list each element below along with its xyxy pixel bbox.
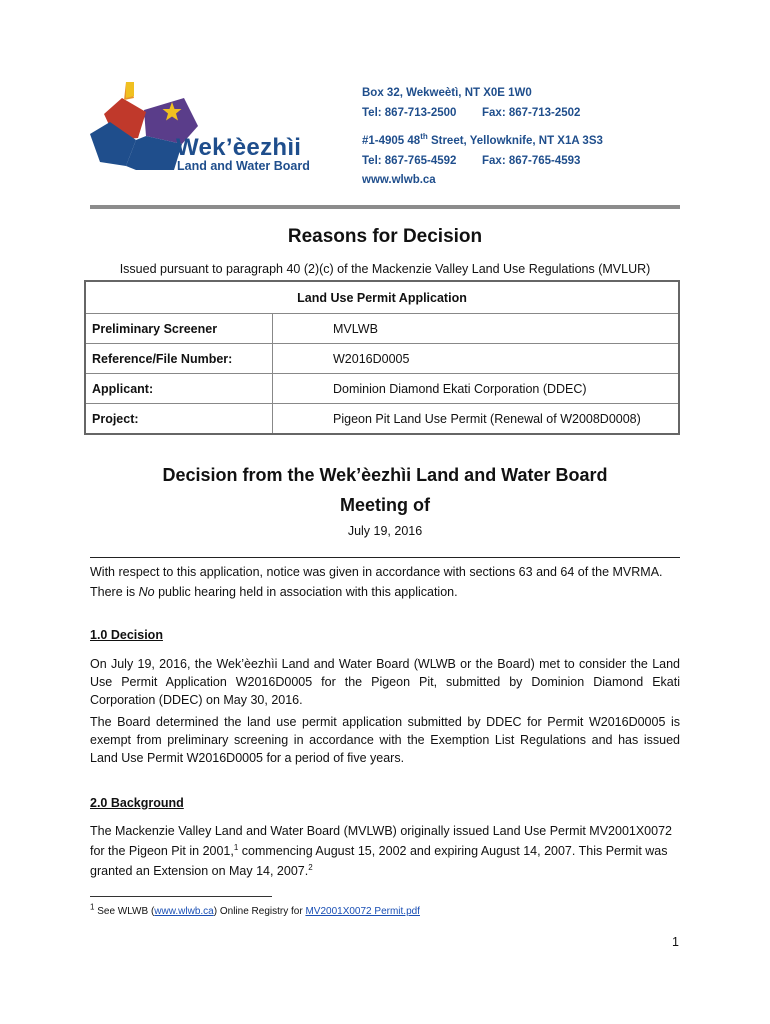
address-wekweeti: Box 32, Wekweètì, NT X0E 1W0 [362, 87, 532, 99]
website-link[interactable]: www.wlwb.ca [362, 174, 436, 186]
wlwb-link[interactable]: www.wlwb.ca [154, 906, 214, 917]
table-row [85, 404, 679, 435]
address-yellowknife: #1-4905 48th Street, Yellowknife, NT X1A 3S3 [362, 132, 603, 147]
table-row [85, 374, 679, 404]
decision-paragraph-1: On July 19, 2016, the Wek’èezhìi Land and Water Board (WLWB or the Board) met to consider the Land Use Permit Application W2016D0005 for the Pigeon Pit, submitted by Dominion Diamond Ekati Corporation (DDEC) on May 30, 2016. [90, 657, 680, 707]
row-value: Pigeon Pit Land Use Permit (Renewal of W2008D0008) [273, 404, 680, 435]
table-heading: Land Use Permit Application [85, 281, 679, 314]
phone-row-2 [362, 152, 603, 172]
document-title: Reasons for Decision [287, 226, 483, 247]
logo-subtitle: Land and Water Board [177, 159, 310, 173]
row-label: Preliminary Screener [85, 314, 273, 344]
section-divider [90, 557, 680, 558]
table-row [85, 344, 679, 374]
row-label: Applicant: [85, 374, 273, 404]
row-label: Reference/File Number: [85, 344, 273, 374]
fax-2: Fax: 867-765-4593 [482, 154, 581, 167]
logo-yellow-shape [126, 82, 134, 98]
row-value: Dominion Diamond Ekati Corporation (DDEC) [273, 374, 680, 404]
footnote-ref-1[interactable]: 1 [233, 842, 239, 852]
row-value: MVLWB [273, 314, 680, 344]
permit-pdf-link[interactable]: MV2001X0072 Permit.pdf [305, 906, 420, 917]
application-info-table [84, 280, 680, 435]
logo-name: Wek’èezhìi [176, 134, 302, 161]
letterhead-divider [90, 205, 680, 209]
document-subtitle: Issued pursuant to paragraph 40 (2)(c) of the Mackenzie Valley Land Use Regulations (MVLUR) [119, 262, 651, 276]
footnote-rule [90, 896, 272, 897]
row-label: Project: [85, 404, 273, 435]
page-number: 1 [672, 935, 679, 949]
decision-heading: Decision from the Wek’èezhìi Land and Water Board [162, 465, 608, 485]
row-value: W2016D0005 [273, 344, 680, 374]
footnote: $^1$ See WLWB (www.wlwb.ca) Online Registry for MV2001X0072 Permit.pdf [90, 902, 420, 917]
footnote-ref-2[interactable]: 2 [308, 862, 313, 872]
table-header-row [85, 281, 679, 314]
tel-1: Tel: 867-713-2500 [362, 106, 457, 119]
section-1-heading: 1.0 Decision [90, 628, 163, 642]
phone-row-1 [362, 104, 603, 124]
background-paragraph: The Mackenzie Valley Land and Water Board (MVLWB) originally issued Land Use Permit MV2001X0072 for the Pigeon Pit in 2001,$^1$ commencing August 15, 2002 and expiring August 14, 2007. This Permit was granted an Extension on May 14, 2007.$^2$ [90, 824, 672, 878]
table-row [85, 314, 679, 344]
meeting-date: July 19, 2016 [347, 524, 423, 538]
decision-paragraph-2: The Board determined the land use permit application submitted by DDEC for Permit W2016D0005 is exempt from preliminary screening in accordance with the Exemption List Regulations and has issued Land Use Permit W2016D0005 for a period of five years. [90, 715, 680, 765]
fax-1: Fax: 867-713-2502 [482, 106, 581, 119]
tel-2: Tel: 867-765-4592 [362, 154, 457, 167]
meeting-heading: Meeting of [340, 495, 430, 515]
section-2-heading: 2.0 Background [90, 796, 184, 810]
notice-paragraph: With respect to this application, notice was given in accordance with sections 63 and 64 of the MVRMA. There is No public hearing held in association with this application. [90, 565, 663, 599]
contact-block [362, 84, 603, 191]
